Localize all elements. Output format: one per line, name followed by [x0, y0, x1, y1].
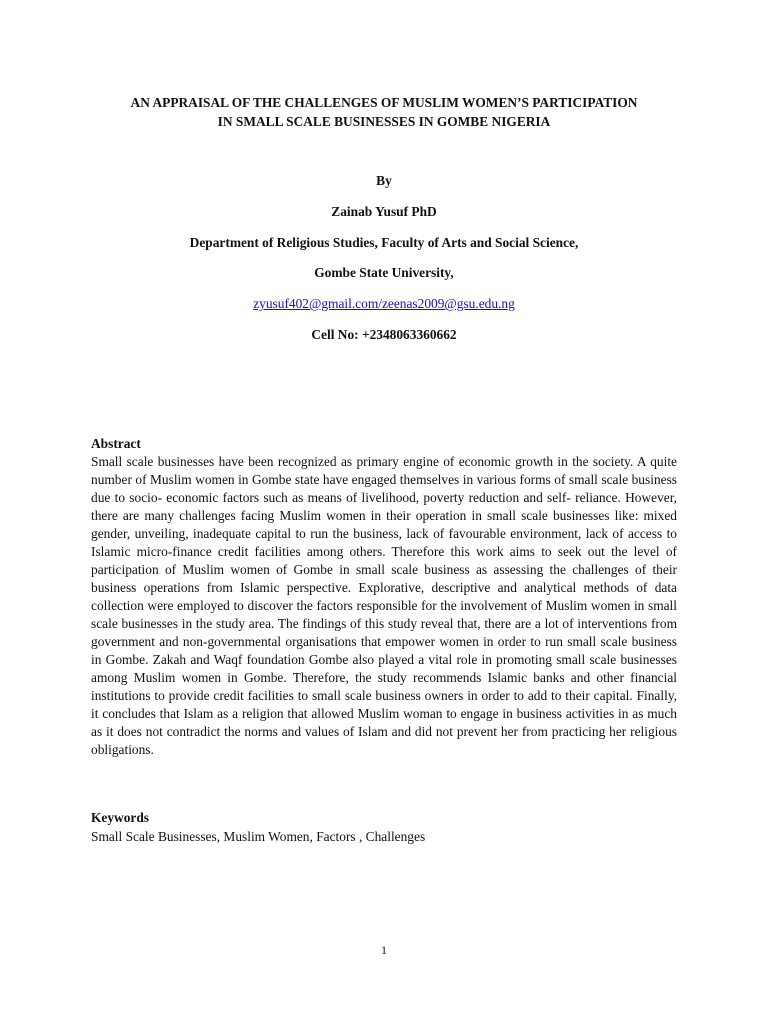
author-email-link[interactable]: zyusuf402@gmail.com/zeenas2009@gsu.edu.ng	[253, 296, 515, 311]
author-name: Zainab Yusuf PhD	[331, 204, 437, 219]
paper-title-line-1: AN APPRAISAL OF THE CHALLENGES OF MUSLIM WOMEN’S PARTICIPATION	[130, 95, 638, 110]
keywords-text: Small Scale Businesses, Muslim Women, Factors , Challenges	[91, 829, 426, 844]
author-cell-number: Cell No: +2348063360662	[311, 327, 457, 342]
abstract-heading: Abstract	[91, 436, 141, 451]
author-department: Department of Religious Studies, Faculty of Arts and Social Science,	[189, 235, 579, 250]
keywords-heading: Keywords	[91, 810, 150, 825]
author-university: Gombe State University,	[314, 265, 454, 280]
paper-title	[60, 93, 708, 131]
page-number: 1	[381, 943, 387, 957]
by-label: By	[376, 173, 392, 188]
abstract-text: Small scale businesses have been recognized as primary engine of economic growth in the society. A quite number of Muslim women in Gombe state have engaged themselves in various forms of small scale business due to socio- economic factors such as means of livelihood, poverty reduction and self- reliance. However, there are many challenges facing Muslim women in their operation in small scale businesses like: mixed gender, unveiling, inadequate capital to run the business, lack of favourable environment, lack of access to Islamic micro-finance credit facilities among others. Therefore this work aims to seek out the level of participation of Muslim women of Gombe in small scale business as assessing the challenges of their business operations from Islamic perspective. Explorative, descriptive and analytical methods of data collection were employed to discover the factors responsible for the involvement of Muslim women in small scale businesses in the study area. The findings of this study reveal that, there are a lot of interventions from government and non-governmental organisations that empower women in order to run small scale business in Gombe. Zakah and Waqf foundation Gombe also played a vital role in promoting small scale businesses among Muslim women in Gombe. Therefore, the study recommends Islamic banks and other financial institutions to provide credit facilities to small scale business owners in order to add to their capital. Finally, it concludes that Islam as a religion that allowed Muslim woman to engage in business activities in as much as it does not contradict the norms and values of Islam and did not prevent her from practicing her religious obligations.	[91, 454, 677, 757]
author-email-line	[0, 295, 768, 313]
paper-title-line-2: IN SMALL SCALE BUSINESSES IN GOMBE NIGERIA	[217, 114, 551, 129]
